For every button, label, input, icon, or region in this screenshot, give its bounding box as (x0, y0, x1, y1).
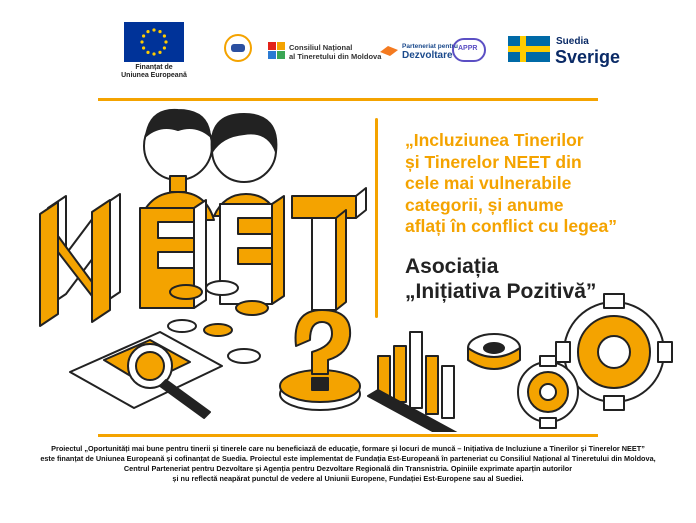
question-mark-icon (280, 310, 360, 410)
donut-chart-icon (468, 334, 520, 369)
project-title (405, 130, 695, 238)
fee-logo (224, 34, 252, 62)
footer-line: Proiectul „Oportunități mai bune pentru tinerii și tinerele care nu beneficiază de educație, formare și locuri de muncă – Inițiativa de Incluziune a Tinerilor și Tinerelor NEET” (51, 444, 645, 453)
sweden-text-large: Sverige (555, 47, 621, 67)
cpd-logo-text: Parteneriat pentru Dezvoltare (402, 43, 458, 61)
letter-n-block (40, 194, 120, 326)
title-line: și Tinerelor NEET din (405, 151, 582, 172)
cpd-logo-mark (378, 42, 400, 58)
org-line: Asociația (405, 255, 499, 278)
title-accent-bar (375, 118, 378, 318)
title-line: categorii, și anume (405, 194, 564, 215)
footer-line: Centrul Parteneriat pentru Dezvoltare și Agenția pentru Dezvoltare Regională din Transnistria. Opiniile exprimate aparțin autorilor (123, 464, 573, 473)
clipboard-magnifier-icon (70, 332, 222, 418)
sweden-flag-logo (508, 36, 550, 62)
footer-line: este finanțat de Uniunea Europeană și cofinanțat de Suedia. Proiectul este implementat de Fundația Est-Europeană în parteneriat cu Consiliul Național al Tineretului din Moldova, (40, 454, 656, 463)
cntm-logo-mark (268, 42, 286, 60)
organization-name (405, 254, 695, 304)
title-line: cele mai vulnerabile (405, 173, 572, 193)
eu-flag-logo (124, 22, 184, 62)
org-line: „Inițiativa Pozitivă” (405, 280, 597, 303)
disclaimer-footer (8, 444, 688, 484)
letter-t-block (292, 188, 366, 310)
sweden-text-small: Suedia (556, 36, 589, 47)
bar-chart-icon (368, 332, 470, 432)
person-head-right-icon (212, 114, 278, 216)
footer-line: și nu reflectă neapărat punctul de vedere al Uniunii Europene, Fundației Est-Europene sau al Suediei. (172, 474, 524, 483)
partner-logos-bar (0, 0, 696, 90)
title-line: „Incluziunea Tinerilor (405, 130, 584, 150)
bottom-divider (98, 434, 598, 437)
eu-funding-caption: Finanțat de Uniunea Europeană (121, 64, 187, 79)
cntm-logo-text: Consiliul Național al Tineretului din Moldova (289, 43, 382, 61)
title-line: aflați în conflict cu legea” (405, 216, 617, 236)
appr-logo: APPR (452, 38, 486, 62)
